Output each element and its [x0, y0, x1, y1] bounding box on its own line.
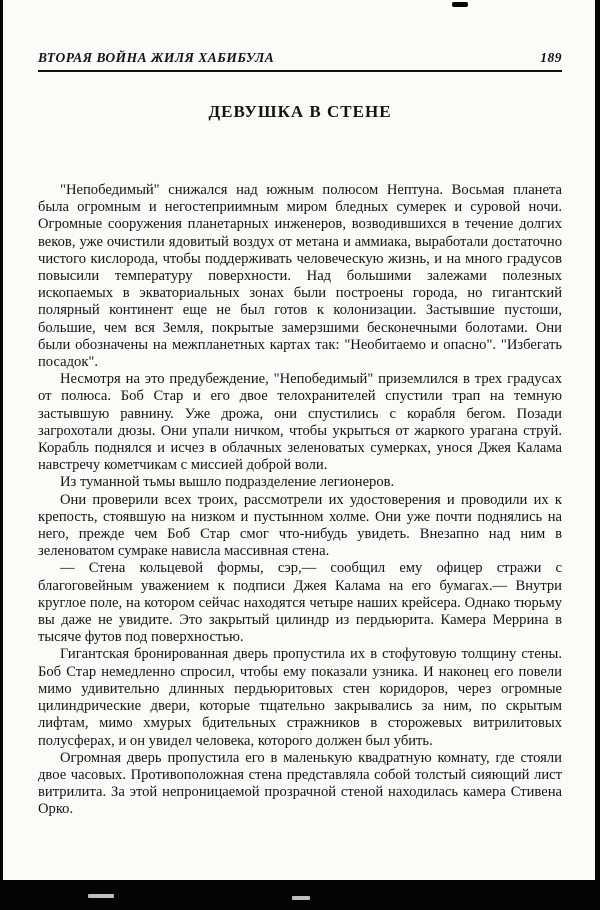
- running-header-title: ВТОРАЯ ВОЙНА ЖИЛЯ ХАБИБУЛА: [38, 50, 275, 65]
- body-text: [38, 182, 562, 819]
- paragraph: Гигантская бронированная дверь пропустила их в стофутовую толщину стены. Боб Стар немедленно спросил, чтобы ему показали узника. И наконец его повели мимо удивительно длинных пердьюритовых стен коридоров, через огромные цилиндрические двери, которые тщательно закрывались за ним, по скрытым лифтам, мимо хмурых бдительных стражников в сторожевых витрилитовых полусферах, и он увидел человека, которого должен был убить.: [38, 646, 562, 749]
- paragraph: Несмотря на это предубеждение, "Непобедимый" приземлился в трех градусах от полюса. Боб Стар и его двое телохранителей спустили трап на темную застывшую равнину. Уже дрожа, они спустились с корабля бегом. Позади загрохотали дюзы. Они упали ничком, чтобы укрыться от жаркого урагана струй. Корабль поднялся и исчез в облачных зеленоватых сумерках, унося Джея Калама навстречу кометчикам с миссией доброй воли.: [38, 371, 562, 474]
- header-rule: [38, 70, 562, 72]
- paragraph: Из туманной тьмы вышло подразделение легионеров.: [60, 474, 395, 491]
- scan-edge-left: [0, 0, 3, 910]
- scan-artifact: [292, 896, 310, 900]
- paragraph: Они проверили всех троих, рассмотрели их удостоверения и проводили их к крепость, стоявшую на низком и пустынном холме. Они уже почти поднялись на него, прежде чем Боб Стар смог что-нибудь увидеть. Внезапно над ним в зеленоватом сумраке нависла массивная стена.: [38, 491, 562, 560]
- chapter-title: ДЕВУШКА В СТЕНЕ: [208, 102, 392, 121]
- page-content: [38, 0, 562, 819]
- scan-speck-top: [452, 2, 468, 7]
- page-number: 189: [540, 50, 562, 65]
- paragraph: Огромная дверь пропустила его в маленькую квадратную комнату, где стояли двое часовых. Противоположная стена представляла собой толстый сияющий лист витрилита. За этой непроницаемой прозрачной стеной находилась камера Стивена Орко.: [38, 749, 562, 818]
- paragraph: "Непобедимый" снижался над южным полюсом Нептуна. Восьмая планета была огромным и негостеприимным миром бледных сумерек и суровой ночи. Огромные сооружения планетарных инженеров, возводившихся в течение долгих веков, уже очистили ядовитый воздух от метана и аммиака, выработали достаточно чистого кислорода, чтобы поддерживать человеческую жизнь, и на много градусов повысили температуру поверхности. Над большими залежами полезных ископаемых в экваториальных зонах были построены города, но гигантский полярный континент еще не был готов к колонизации. Застывшие пустоши, большие, чем вся Земля, покрытые замерзшими бесконечными болотами. Они были обозначены на межпланетных картах так: "Необитаемо и опасно". "Избегать посадок".: [38, 182, 562, 371]
- scan-edge-right: [595, 0, 600, 910]
- scan-artifact: [88, 894, 114, 898]
- running-header: [38, 50, 562, 66]
- scan-edge-bottom: [0, 880, 600, 910]
- paragraph: — Стена кольцевой формы, сэр,— сообщил ему офицер стражи с благоговейным уважением к подписи Джея Калама на его бумагах.— Внутри круглое поле, на котором сейчас находятся четыре наших крейсера. Однако тюрьму вы даже не увидите. Это закрытый цилиндр из пердьюрита. Камера Меррина в тысяче футов под поверхностью.: [38, 560, 562, 646]
